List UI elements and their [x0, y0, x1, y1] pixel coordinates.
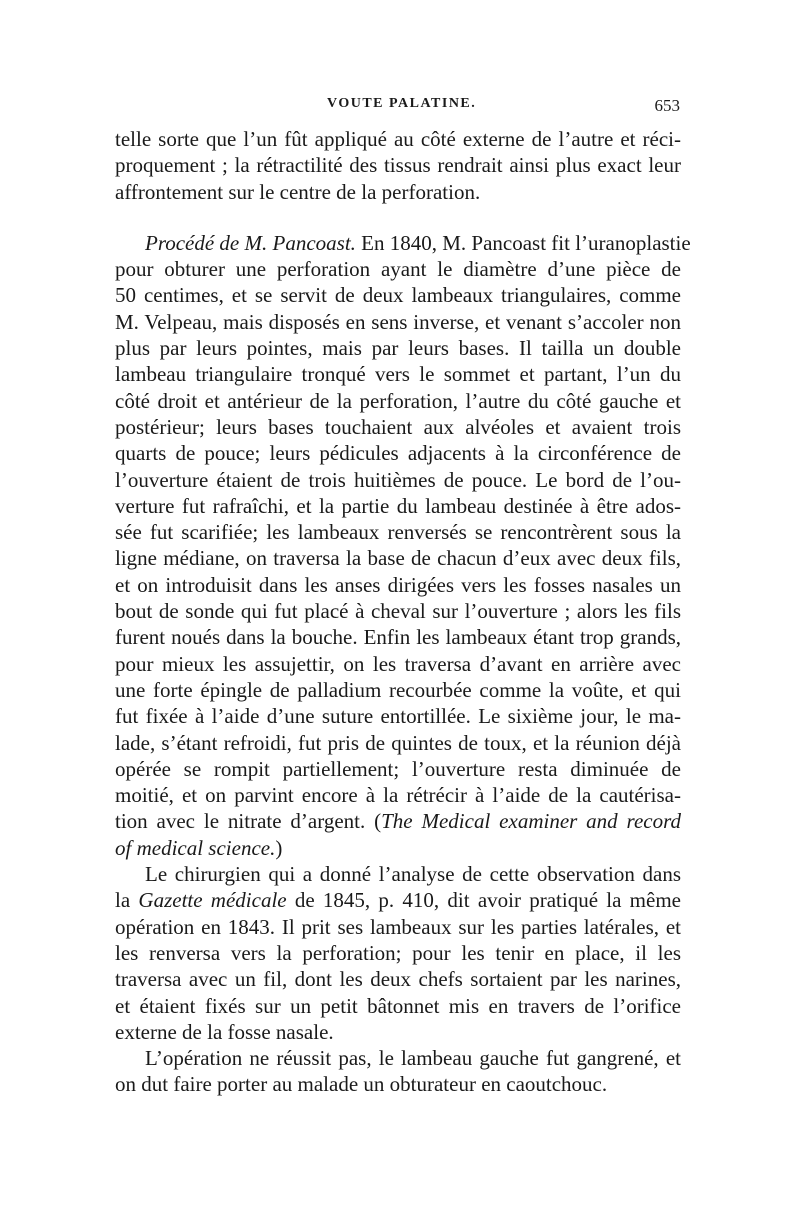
text-line: opérée se rompit partiellement; l’ouverture resta diminuée de [115, 756, 681, 781]
text-line: lade, s’étant refroidi, fut pris de quintes de toux, et la réunion déjà [115, 730, 681, 755]
text-line: M. Velpeau, mais disposés en sens inverse, et venant s’accoler non [115, 309, 681, 334]
text-line: bout de sonde qui fut placé à cheval sur l’ouverture ; alors les fils [115, 599, 681, 624]
text-line: postérieur; leurs bases touchaient aux alvéoles et avaient trois [115, 414, 681, 439]
text-fragment: ) [275, 835, 283, 860]
journal-title: Gazette médicale [138, 888, 287, 913]
text-fragment: de 1845, p. 410, dit avoir pratiqué la même [286, 888, 681, 913]
citation-line [115, 808, 681, 834]
text-line: telle sorte que l’un fût appliqué au côté externe de l’autre et réci- [115, 127, 681, 151]
text-line: on dut faire porter au malade un obturateur en caoutchouc. [115, 1072, 608, 1097]
text-line: l’ouverture étaient de trois huitièmes de pouce. Le bord de l’ou- [115, 467, 681, 492]
page-number: 653 [654, 96, 680, 115]
text-fragment: la [115, 888, 139, 913]
citation-title-end: of medical science. [115, 835, 276, 860]
text-line: une forte épingle de palladium recourbée comme la voûte, et qui [115, 677, 681, 702]
paragraph-heading: Procédé de M. Pancoast. [145, 230, 356, 255]
text-line: et on introduisit dans les anses dirigées vers les fosses nasales un [115, 572, 681, 597]
text-line: quarts de pouce; leurs pédicules adjacents à la circonférence de [115, 441, 681, 466]
text-line: verture fut rafraîchi, et la partie du lambeau destinée à être ados- [115, 493, 681, 518]
text-line: sée fut scarifiée; les lambeaux renversés se rencontrèrent sous la [115, 520, 681, 545]
text-line: proquement ; la rétractilité des tissus rendrait ainsi plus exact leur [115, 153, 681, 178]
text-line: traversa avec un fil, dont les deux chefs sortaient par les narines, [115, 967, 681, 992]
paragraph-heading-line [115, 230, 691, 256]
running-title: VOUTE PALATINE. [327, 96, 477, 111]
text-line [115, 887, 681, 913]
text-line: externe de la fosse nasale. [115, 1019, 334, 1044]
text-fragment: En 1840, M. Pancoast fit l’uranoplastie [355, 230, 691, 255]
body-text [115, 126, 691, 1098]
text-line: opération en 1843. Il prit ses lambeaux sur les parties latérales, et [115, 914, 681, 939]
text-line: côté droit et antérieur de la perforation, l’autre du côté gauche et [115, 388, 681, 413]
text-line: fut fixée à l’aide d’une suture entortillée. Le sixième jour, le ma- [115, 704, 681, 729]
text-line: L’opération ne réussit pas, le lambeau gauche fut gangrené, et [145, 1046, 681, 1071]
text-line: pour mieux les assujettir, on les traversa d’avant en arrière avec [115, 651, 681, 676]
text-line: ligne médiane, on traversa la base de chacun d’eux avec deux fils, [115, 546, 681, 571]
text-line: Le chirurgien qui a donné l’analyse de cette observation dans [145, 862, 681, 887]
text-line: les renversa vers la perforation; pour les tenir en place, il les [115, 940, 681, 965]
text-line: affrontement sur le centre de la perforation. [115, 179, 481, 204]
citation-title: The Medical examiner and record [381, 809, 681, 834]
text-line: lambeau triangulaire tronqué vers le sommet et partant, l’un du [115, 362, 681, 387]
text-line: moitié, et on parvint encore à la rétrécir à l’aide de la cautérisa- [115, 783, 681, 808]
text-line: et étaient fixés sur un petit bâtonnet mis en travers de l’orifice [115, 993, 681, 1018]
text-line: 50 centimes, et se servit de deux lambeaux triangulaires, comme [115, 283, 681, 308]
text-line: plus par leurs pointes, mais par leurs bases. Il tailla un double [115, 336, 681, 361]
text-line: furent noués dans la bouche. Enfin les lambeaux étant trop grands, [115, 625, 681, 650]
citation-line [115, 835, 681, 861]
page-header [115, 96, 680, 120]
text-line: pour obturer une perforation ayant le diamètre d’une pièce de [115, 257, 681, 282]
text-fragment: tion avec le nitrate d’argent. ( [115, 809, 382, 834]
